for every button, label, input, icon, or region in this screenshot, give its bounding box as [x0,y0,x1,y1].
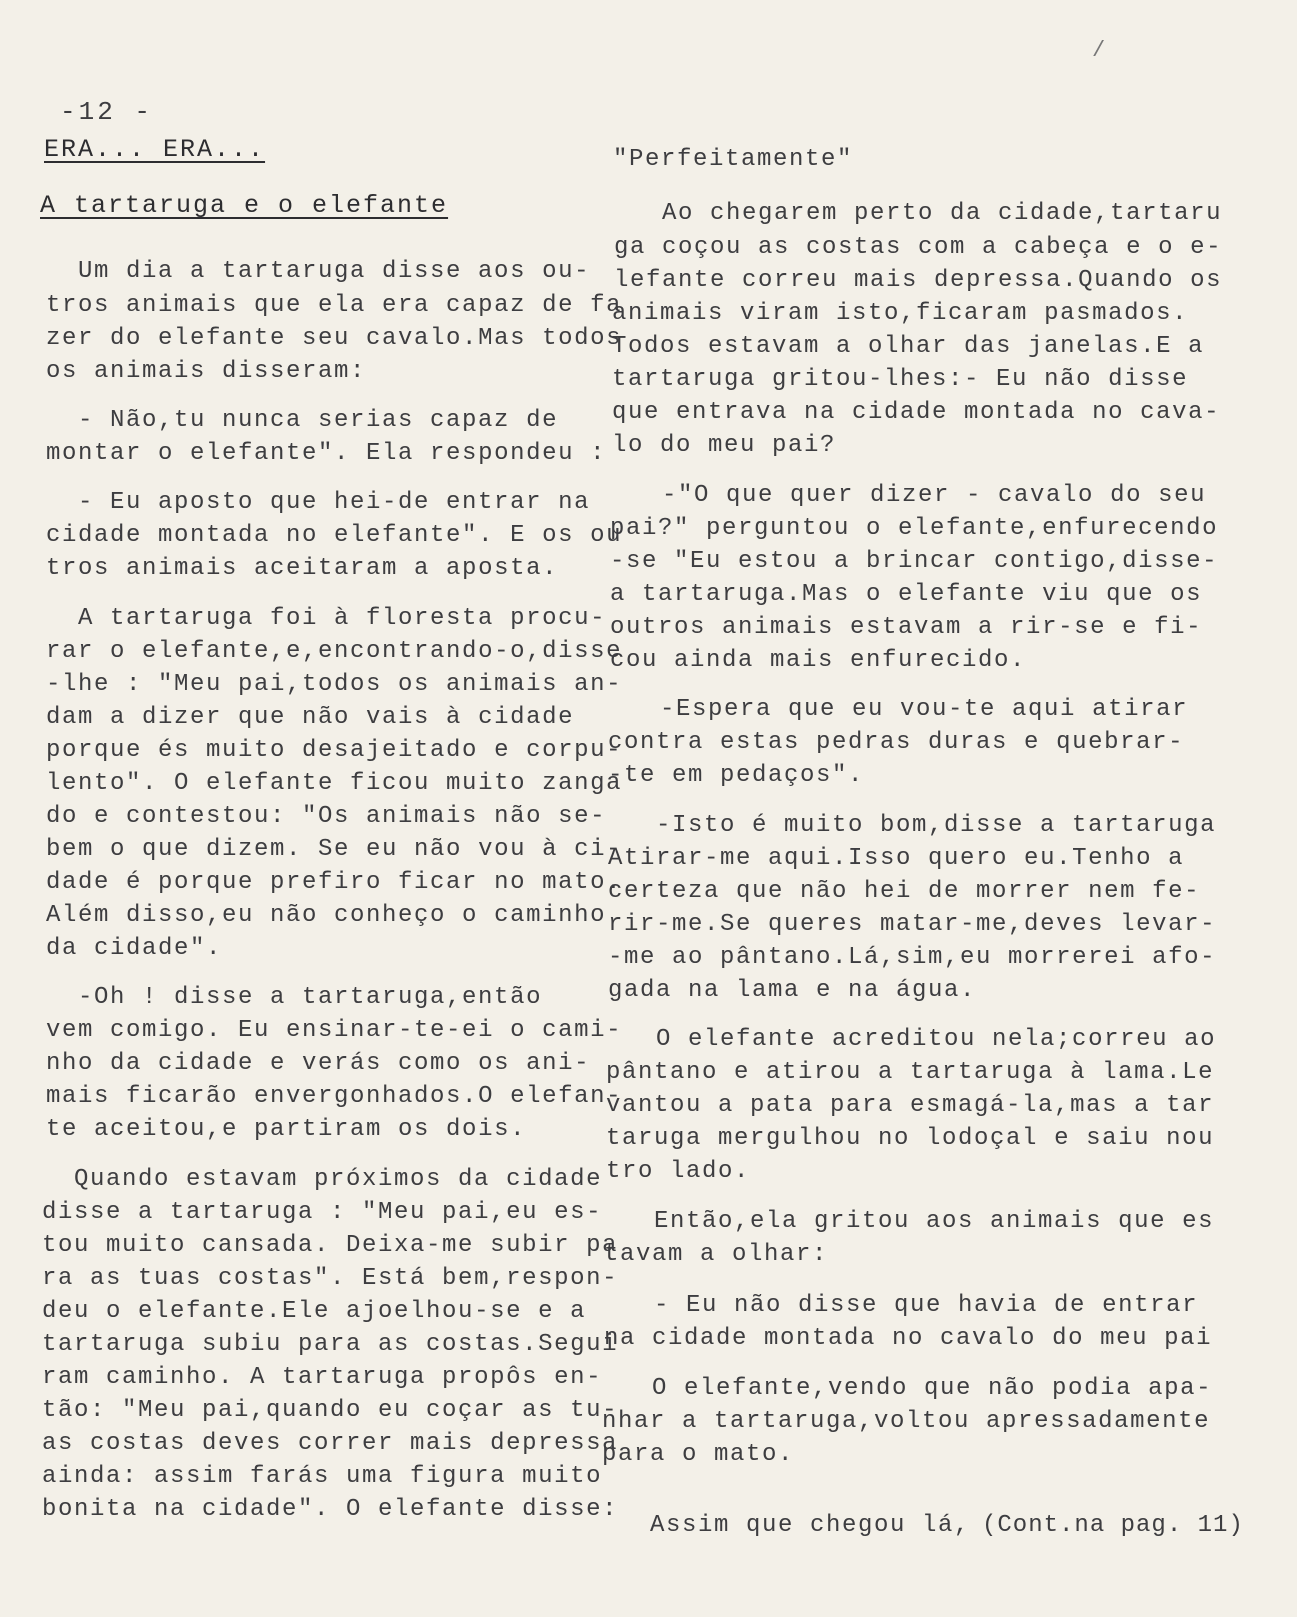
text-line: mais ficarão envergonhados.O elefan- [46,1083,623,1110]
text-line: -Espera que eu vou-te aqui atirar [660,696,1189,723]
text-line: O elefante acreditou nela;correu ao [656,1026,1217,1053]
text-line: pântano e atirou a tartaruga à lama.Le [606,1059,1215,1086]
text-line: lefante correu mais depressa.Quando os [614,267,1223,294]
text-line: dam a dizer que não vais à cidade [46,704,575,731]
text-line: nho da cidade e verás como os ani- [46,1050,591,1077]
text-line: contra estas pedras duras e quebrar- [608,729,1185,756]
text-line: vantou a pata para esmagá-la,mas a tar [606,1092,1215,1119]
text-line: - Não,tu nunca serias capaz de [78,407,559,434]
text-line: da cidade". [46,935,223,962]
text-line: Então,ela gritou aos animais que es [654,1208,1215,1235]
text-line: gada na lama e na água. [608,977,977,1004]
text-line: Um dia a tartaruga disse aos ou- [78,258,591,285]
text-line: bem o que dizem. Se eu não vou à ci- [46,836,623,863]
text-line: -me ao pântano.Lá,sim,eu morrerei afo- [608,944,1217,971]
text-line: a tartaruga.Mas o elefante viu que os [610,581,1203,608]
text-line: porque és muito desajeitado e corpu- [46,737,623,764]
text-line: que entrava na cidade montada no cava- [612,399,1221,426]
text-line: cidade montada no elefante". E os ou [46,522,623,549]
text-line: lento". O elefante ficou muito zanga [46,770,623,797]
text-line: Todos estavam a olhar das janelas.E a [612,333,1205,360]
text-line: tão: "Meu pai,quando eu coçar as tu- [42,1397,619,1424]
text-line: -Isto é muito bom,disse a tartaruga [656,812,1217,839]
text-line: tavam a olhar: [604,1241,829,1268]
series-title: ERA... ERA... [44,135,266,164]
text-line: ainda: assim farás uma figura muito [42,1463,603,1490]
text-line: ra as tuas costas". Está bem,respon- [42,1265,619,1292]
text-line: deu o elefante.Ele ajoelhou-se e a [42,1298,587,1325]
text-line: - Eu aposto que hei-de entrar na [78,489,591,516]
text-line: O elefante,vendo que não podia apa- [652,1375,1213,1402]
continuation-note: (Cont.na pag. 11) [982,1512,1244,1539]
text-line: zer do elefante seu cavalo.Mas todos [46,325,623,352]
text-line: certeza que não hei de morrer nem fe- [608,878,1201,905]
text-line: na cidade montada no cavalo do meu pai [604,1325,1213,1352]
text-line: Quando estavam próximos da cidade [74,1166,603,1193]
text-line: os animais disseram: [46,358,367,385]
text-line: taruga mergulhou no lodoçal e saiu nou [606,1125,1215,1152]
text-line: rar o elefante,e,encontrando-o,disse [46,638,623,665]
text-line: tros animais que ela era capaz de fa [46,292,623,319]
text-line: montar o elefante". Ela respondeu : [46,440,607,467]
text-line: - Eu não disse que havia de entrar [654,1292,1199,1319]
pen-mark: / [1092,38,1106,63]
text-line: -Oh ! disse a tartaruga,então [78,984,543,1011]
text-line: pai?" perguntou o elefante,enfurecendo [610,515,1219,542]
text-line: tros animais aceitaram a aposta. [46,555,559,582]
text-line: lo do meu pai? [612,432,837,459]
text-line: -lhe : "Meu pai,todos os animais an- [46,671,623,698]
text-line: A tartaruga foi à floresta procu- [78,605,607,632]
text-line: ga coçou as costas com a cabeça e o e- [614,234,1223,261]
text-line: disse a tartaruga : "Meu pai,eu es- [42,1199,603,1226]
text-line: tartaruga subiu para as costas.Segui [42,1331,619,1358]
text-line: Atirar-me aqui.Isso quero eu.Tenho a [608,845,1185,872]
text-line: Além disso,eu não conheço o caminho [46,902,607,929]
story-title: A tartaruga e o elefante [40,191,449,220]
page-number: -12 - [60,97,154,127]
text-line: nhar a tartaruga,voltou apressadamente [602,1408,1211,1435]
text-line: ram caminho. A tartaruga propôs en- [42,1364,603,1391]
text-line: do e contestou: "Os animais não se- [46,803,607,830]
text-line: as costas deves correr mais depressa [42,1430,619,1457]
text-line: tou muito cansada. Deixa-me subir pa [42,1232,619,1259]
text-line: para o mato. [602,1441,795,1468]
text-line: "Perfeitamente" [613,146,854,173]
text-line: animais viram isto,ficaram pasmados. [612,300,1189,327]
text-line: dade é porque prefiro ficar no mato. [46,869,623,896]
text-line: Ao chegarem perto da cidade,tartaru [662,200,1223,227]
text-line: vem comigo. Eu ensinar-te-ei o cami- [46,1017,623,1044]
text-line: -se "Eu estou a brincar contigo,disse- [610,548,1219,575]
text-line: outros animais estavam a rir-se e fi- [610,614,1203,641]
text-line: tartaruga gritou-lhes:- Eu não disse [612,366,1189,393]
text-line: -te em pedaços". [608,762,865,789]
text-line: te aceitou,e partiram os dois. [46,1116,527,1143]
text-line: rir-me.Se queres matar-me,deves levar- [608,911,1217,938]
text-line: tro lado. [606,1158,751,1185]
text-line: -"O que quer dizer - cavalo do seu [662,482,1207,509]
text-line: bonita na cidade". O elefante disse: [42,1496,619,1523]
text-line: cou ainda mais enfurecido. [610,647,1027,674]
text-line: Assim que chegou lá, [650,1512,971,1539]
